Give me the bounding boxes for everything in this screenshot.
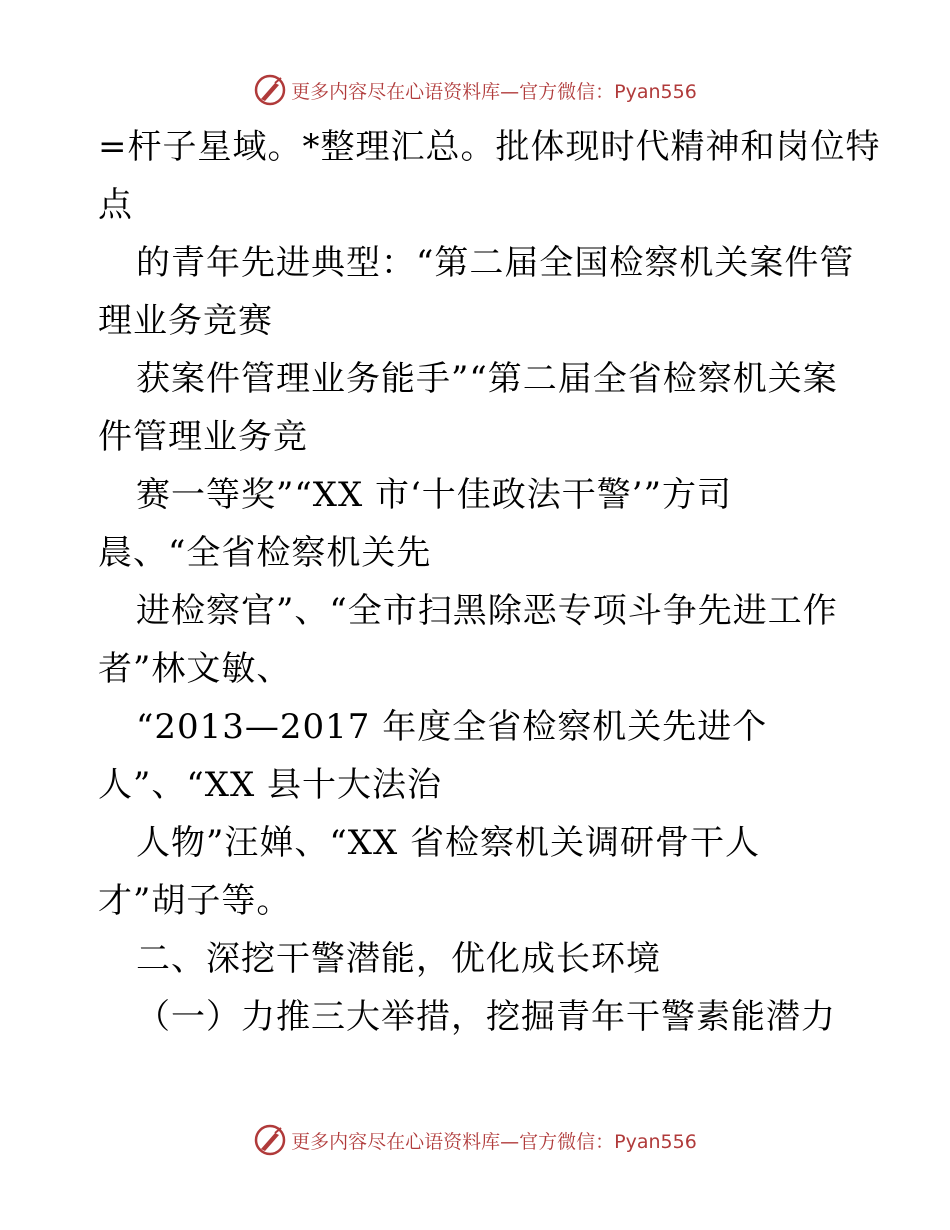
text-line-2: 点: [98, 185, 133, 225]
subsection-heading: （一）力推三大举措，挖掘青年干警素能潜力: [136, 997, 836, 1037]
text-line-5: 获案件管理业务能手”“第二届全省检察机关案: [136, 359, 838, 399]
text-line-4: 理业务竞赛: [98, 301, 273, 341]
footer-watermark: [0, 1120, 950, 1160]
text-line-7: 赛一等奖”“XX 市‘十佳政法干警’”方司: [136, 475, 732, 515]
header-watermark: [0, 70, 950, 110]
section-heading: 二、深挖干警潜能，优化成长环境: [136, 939, 661, 979]
text-line-13: 人物”汪婵、“XX 省检察机关调研骨干人: [136, 823, 760, 863]
text-line-14: 才”胡子等。: [98, 881, 292, 921]
document-body: [98, 118, 881, 1046]
watermark-text: 更多内容尽在心语资料库—官方微信：Pyan556: [291, 1130, 697, 1153]
text-line-6: 件管理业务竞: [98, 417, 308, 457]
text-line-1: =杆子星域。*整理汇总。批体现时代精神和岗位特: [98, 127, 881, 167]
text-line-3: 的青年先进典型：“第二届全国检察机关案件管: [136, 243, 855, 283]
text-line-9: 进检察官”、“全市扫黑除恶专项斗争先进工作: [136, 591, 838, 631]
watermark-text: 更多内容尽在心语资料库—官方微信：Pyan556: [291, 80, 697, 103]
text-line-11: “2013—2017 年度全省检察机关先进个: [136, 707, 768, 747]
quill-pen-logo-icon: [253, 73, 287, 107]
text-line-12: 人”、“XX 县十大法治: [98, 765, 442, 805]
text-line-10: 者”林文敏、: [98, 649, 292, 689]
text-line-8: 晨、“全省检察机关先: [98, 533, 432, 573]
quill-pen-logo-icon: [253, 1123, 287, 1157]
